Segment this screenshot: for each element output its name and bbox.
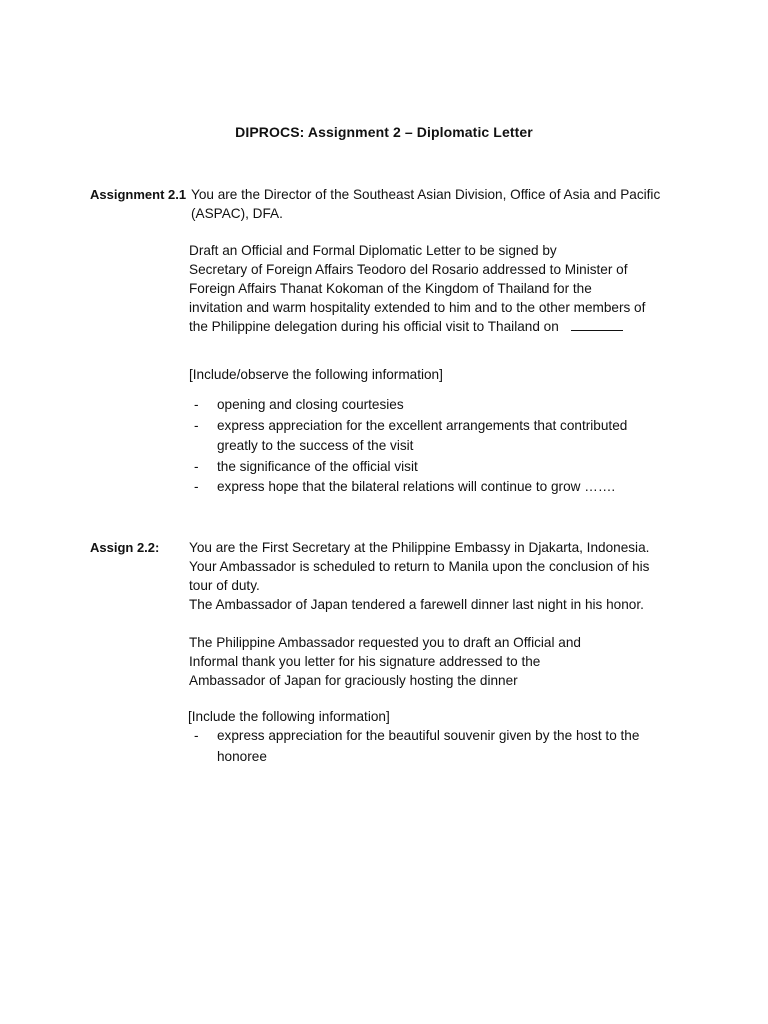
list-item-text: the significance of the official visit (217, 458, 418, 474)
text-line: You are the Director of the Southeast Asian Division, Office of Asia and Pacific (191, 187, 661, 202)
text-line: Draft an Official and Formal Diplomatic Letter to be signed by (189, 243, 557, 258)
dash-marker: - (194, 397, 199, 412)
list-item-text: opening and closing courtesies (217, 397, 404, 412)
text-line: Informal thank you letter for his signature addressed to the (189, 654, 541, 669)
text-line: Foreign Affairs Thanat Kokoman of the Kingdom of Thailand for the (189, 281, 592, 296)
list-item-text: express hope that the bilateral relations will continue to grow ……. (217, 479, 616, 494)
assignment-2-2-intro (189, 538, 649, 614)
list-item (194, 477, 627, 498)
list-item-text: express appreciation for the excellent arrangements that contributed (217, 417, 628, 433)
assignment-2-1-bullet-list (194, 395, 627, 498)
assignment-2-1-label: Assignment 2.1 (90, 187, 187, 202)
dash-marker: - (194, 458, 199, 474)
list-item-text: honoree (217, 748, 267, 764)
text-line: invitation and warm hospitality extended to him and to the other members of (189, 300, 646, 315)
text-line: You are the First Secretary at the Philippine Embassy in Djakarta, Indonesia. (189, 540, 650, 555)
assignment-2-2-task (189, 633, 581, 690)
text-line-part: the Philippine delegation during his official visit to Thailand on (189, 319, 559, 334)
document-title: DIPROCS: Assignment 2 – Diplomatic Letter (235, 124, 533, 140)
date-blank (571, 317, 623, 331)
dash-marker: - (194, 479, 199, 494)
assignment-2-1-intro (191, 185, 660, 223)
text-line: The Philippine Ambassador requested you to draft an Official and (189, 635, 581, 650)
dash-marker: - (194, 728, 199, 743)
list-item (194, 395, 627, 416)
text-line: tour of duty. (189, 578, 260, 593)
text-line: Your Ambassador is scheduled to return to Manila upon the conclusion of his (189, 559, 650, 574)
assignment-2-1-task (189, 241, 645, 336)
list-item-text: express appreciation for the beautiful souvenir given by the host to the (217, 728, 640, 743)
text-line: The Ambassador of Japan tendered a farewell dinner last night in his honor. (189, 597, 644, 612)
assignment-2-2-bullet-list (194, 726, 639, 767)
assignment-2-2-include-heading: [Include the following information] (188, 709, 390, 724)
list-item (194, 416, 627, 457)
list-item (194, 726, 639, 767)
assignment-2-1-include-heading: [Include/observe the following information] (189, 367, 443, 382)
text-line: (ASPAC), DFA. (191, 206, 283, 221)
assignment-2-2-label: Assign 2.2: (90, 540, 160, 555)
list-item (194, 457, 627, 478)
text-line: Ambassador of Japan for graciously hosting the dinner (189, 673, 518, 688)
list-item-text: greatly to the success of the visit (217, 438, 414, 453)
dash-marker: - (194, 417, 199, 433)
text-line (189, 317, 645, 336)
text-line: Secretary of Foreign Affairs Teodoro del Rosario addressed to Minister of (189, 262, 628, 277)
